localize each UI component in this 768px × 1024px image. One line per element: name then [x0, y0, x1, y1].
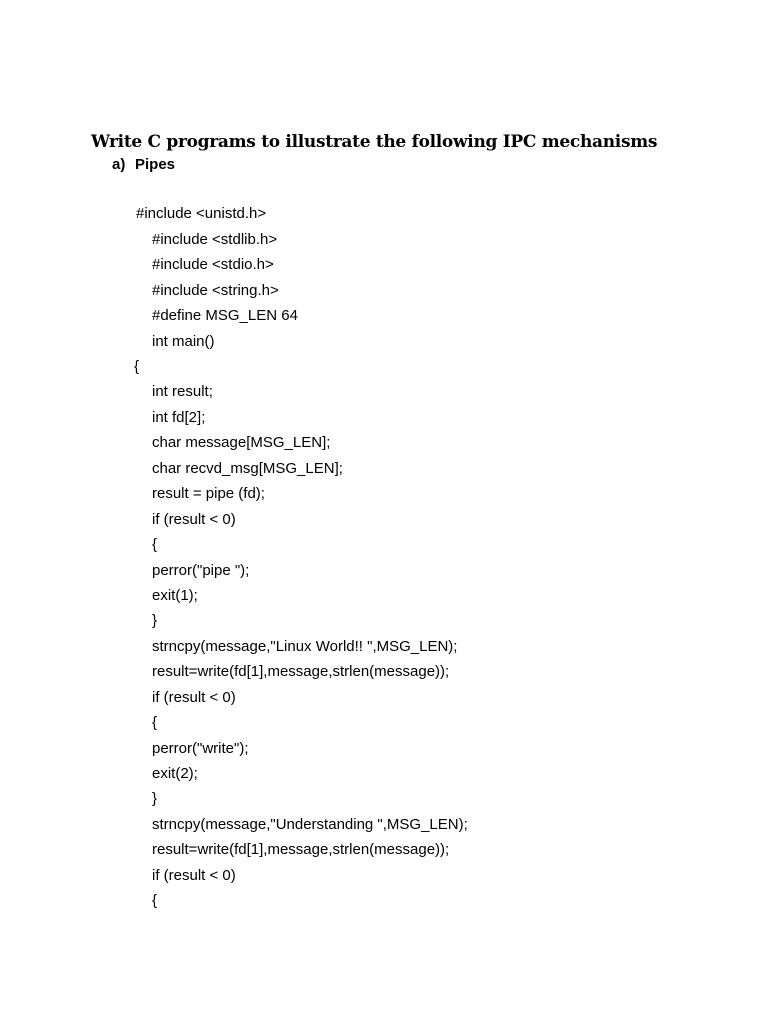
code-line: #include <stdlib.h> [152, 231, 278, 248]
code-line: char recvd_msg[MSG_LEN]; [152, 460, 343, 477]
code-line: perror("pipe "); [152, 562, 250, 579]
code-line: int result; [152, 383, 213, 400]
code-line: perror("write"); [152, 740, 249, 757]
code-line: char message[MSG_LEN]; [152, 434, 331, 451]
code-line: if (result < 0) [152, 511, 236, 528]
section-marker: a) [112, 156, 126, 173]
section-title: Pipes [135, 156, 176, 173]
code-line: #include <unistd.h> [136, 205, 267, 222]
document-heading: Write C programs to illustrate the following IPC mechanisms [91, 132, 658, 152]
code-line: strncpy(message,"Understanding ",MSG_LEN); [152, 816, 468, 833]
code-line: { [134, 358, 140, 375]
code-line: { [152, 536, 158, 553]
code-line: result=write(fd[1],message,strlen(message)); [152, 663, 450, 680]
code-line: #define MSG_LEN 64 [152, 307, 298, 324]
code-line: strncpy(message,"Linux World!! ",MSG_LEN); [152, 638, 458, 655]
code-line: int fd[2]; [152, 409, 206, 426]
code-line: exit(2); [152, 765, 198, 782]
code-line: #include <stdio.h> [152, 256, 274, 273]
section-heading [112, 154, 175, 176]
code-line: result=write(fd[1],message,strlen(message)); [152, 841, 450, 858]
code-line: result = pipe (fd); [152, 485, 265, 502]
code-line: { [152, 714, 158, 731]
code-line: #include <string.h> [152, 282, 279, 299]
code-line: if (result < 0) [152, 867, 236, 884]
code-line: exit(1); [152, 587, 198, 604]
code-line: } [152, 790, 158, 807]
code-line: int main() [152, 333, 215, 350]
code-line: if (result < 0) [152, 689, 236, 706]
code-line: { [152, 892, 158, 909]
code-line: } [152, 612, 158, 629]
